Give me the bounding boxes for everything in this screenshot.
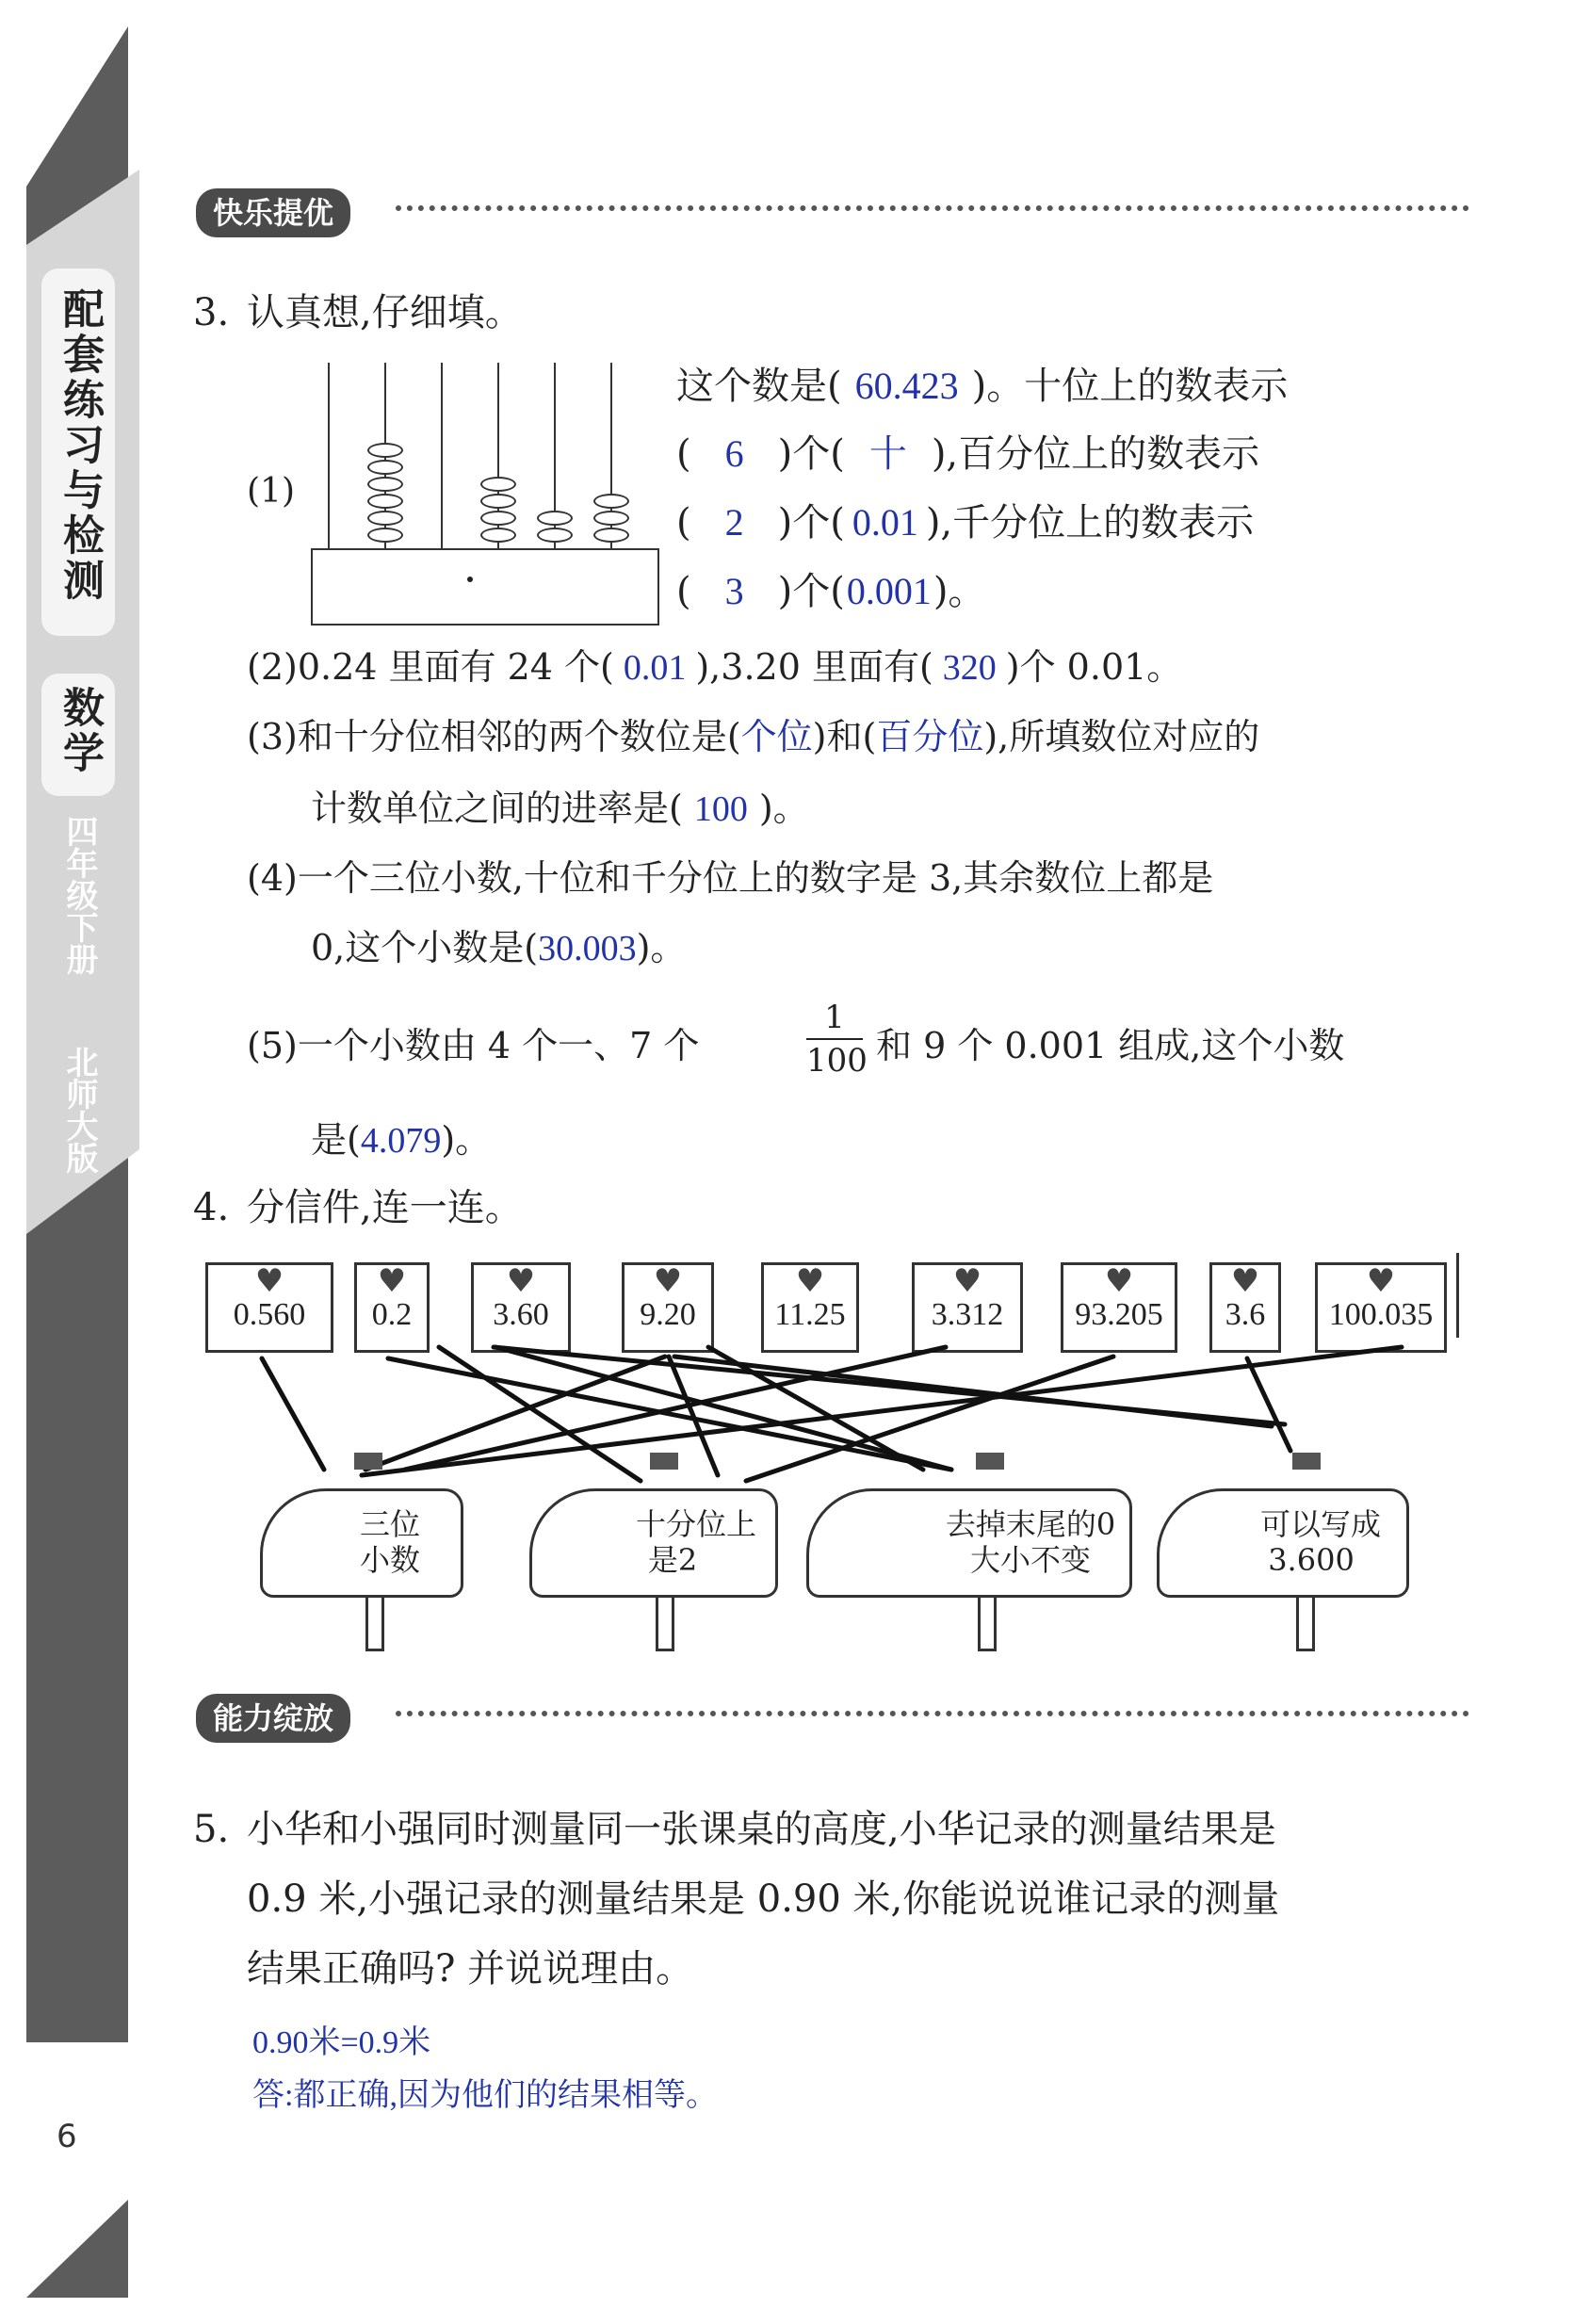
text: ),百分位上的数表示 <box>931 432 1260 476</box>
text: )。 <box>758 788 809 829</box>
mailbox-label-line1: 去掉末尾的0 <box>945 1506 1116 1542</box>
answer-0-01: 0.01 <box>852 501 918 544</box>
section-header-1: 快乐提优 <box>196 188 350 237</box>
text: )个( <box>777 501 845 544</box>
answer-0-01: 0.01 <box>623 648 687 688</box>
subject-title: 数学 <box>56 686 104 776</box>
answer-60-423: 60.423 <box>854 365 959 407</box>
text: )。十位上的数表示 <box>971 365 1289 408</box>
q5-answer-line2: 答:都正确,因为他们的结果相等。 <box>252 2078 718 2113</box>
q3-number: 3. <box>193 291 230 334</box>
mailbox-post <box>978 1592 997 1651</box>
envelope-value: 93.205 <box>1075 1297 1163 1332</box>
answer-0-001: 0.001 <box>846 570 932 612</box>
q5-line1: 小华和小强同时测量同一张课桌的高度,小华记录的测量结果是 <box>247 1808 1276 1851</box>
section-divider-2 <box>396 1711 1469 1716</box>
answer-2: 2 <box>724 501 744 544</box>
envelope-value: 0.2 <box>371 1297 413 1332</box>
envelope-value: 100.035 <box>1328 1297 1434 1332</box>
answer-ones: 个位 <box>740 718 813 757</box>
answer-4-079: 4.079 <box>360 1121 442 1161</box>
grade-label: 四年级下册 <box>60 815 98 975</box>
text: )个( <box>777 570 845 613</box>
mailbox-label-line2: 3.600 <box>1268 1542 1355 1578</box>
edition-label: 北师大版 <box>60 1046 98 1174</box>
mailbox-three-decimals[interactable] <box>260 1488 463 1598</box>
heart-icon: ♥ <box>377 1262 407 1300</box>
envelope-value: 3.312 <box>931 1297 1004 1332</box>
mailbox-post <box>1296 1592 1315 1651</box>
q3-stem: 认真想,仔细填。 <box>247 291 523 334</box>
q4-stem: 分信件,连一连。 <box>247 1186 523 1229</box>
text: ( <box>676 432 691 476</box>
text: ( <box>676 570 691 613</box>
text: (2)0.24 里面有 24 个( <box>247 646 614 688</box>
q3-p4-line1: (4)一个三位小数,十位和千分位上的数字是 3,其余数位上都是 <box>247 857 1214 899</box>
match-line <box>262 1358 324 1470</box>
q5-line2: 0.9 米,小强记录的测量结果是 0.90 米,你能说说谁记录的测量 <box>247 1877 1280 1921</box>
match-line <box>365 1357 665 1470</box>
answer-3: 3 <box>724 570 744 612</box>
q4-number: 4. <box>193 1186 230 1229</box>
page-number: 6 <box>57 2118 77 2155</box>
envelope-value: 3.6 <box>1225 1297 1266 1332</box>
mailbox-write-as-3-600[interactable] <box>1157 1488 1409 1598</box>
match-line <box>1247 1358 1290 1451</box>
answer-320: 320 <box>942 648 997 688</box>
text: )个( <box>777 432 845 476</box>
envelope-value: 11.25 <box>774 1297 846 1332</box>
heart-icon: ♥ <box>1366 1262 1396 1300</box>
answer-100: 100 <box>693 789 748 829</box>
text: )和( <box>812 716 877 757</box>
heart-icon: ♥ <box>653 1262 683 1300</box>
mailbox-post <box>365 1592 384 1651</box>
mailbox-label-line1: 十分位上 <box>635 1506 756 1542</box>
heart-icon: ♥ <box>795 1262 825 1300</box>
envelope-value: 9.20 <box>640 1297 696 1332</box>
fraction-numerator: 1 <box>824 999 845 1036</box>
heart-icon: ♥ <box>1230 1262 1260 1300</box>
mailbox-trailing-zero[interactable] <box>806 1488 1132 1598</box>
text: ( <box>676 501 691 544</box>
heart-icon: ♥ <box>1104 1262 1134 1300</box>
mailbox-post <box>656 1592 674 1651</box>
text: )。 <box>441 1119 492 1161</box>
text: 这个数是( <box>676 365 842 408</box>
fraction-denominator: 100 <box>806 1042 868 1080</box>
match-line <box>674 1357 1272 1426</box>
q3-p1-label: (1) <box>247 472 295 511</box>
answer-ten: 十 <box>868 432 907 475</box>
q3-p5-line1a: (5)一个小数由 4 个一、7 个 <box>247 1025 700 1066</box>
mailbox-label-line2: 小数 <box>359 1542 420 1578</box>
answer-30-003: 30.003 <box>538 929 637 968</box>
q3-p5-line1b: 和 9 个 0.001 组成,这个小数 <box>876 1025 1345 1066</box>
text: 是( <box>311 1119 361 1161</box>
text: (3)和十分位相邻的两个数位是( <box>247 716 741 757</box>
mailbox-flag <box>1292 1453 1321 1470</box>
mailbox-flag <box>650 1453 678 1470</box>
q5-line3: 结果正确吗? 并说说理由。 <box>247 1947 694 1991</box>
mailbox-flag <box>976 1453 1004 1470</box>
text: ),3.20 里面有( <box>695 646 933 688</box>
text: )个 0.01。 <box>1005 646 1183 688</box>
envelope-value: 3.60 <box>493 1297 549 1332</box>
mailbox-tenths-is-2[interactable] <box>529 1488 778 1598</box>
text: ),千分位上的数表示 <box>925 501 1255 544</box>
answer-6: 6 <box>724 432 744 475</box>
q5-answer-line1: 0.90米=0.9米 <box>252 2025 431 2060</box>
mailbox-label-line2: 大小不变 <box>969 1542 1091 1578</box>
section-header-2: 能力绽放 <box>196 1694 350 1743</box>
answer-hundredths: 百分位 <box>876 718 984 757</box>
series-title: 配套练习与检测 <box>56 287 104 604</box>
text: 计数单位之间的进率是( <box>311 788 683 829</box>
text: )。 <box>933 570 986 613</box>
text: 0,这个小数是( <box>311 927 539 968</box>
heart-icon: ♥ <box>254 1262 284 1300</box>
mailbox-flag <box>354 1453 382 1470</box>
text: )。 <box>636 927 687 968</box>
q5-number: 5. <box>193 1808 230 1851</box>
heart-icon: ♥ <box>506 1262 536 1300</box>
mailbox-label-line1: 可以写成 <box>1259 1506 1381 1542</box>
mailbox-label-line1: 三位 <box>359 1506 420 1542</box>
heart-icon: ♥ <box>952 1262 982 1300</box>
text: ),所填数位对应的 <box>983 716 1260 757</box>
mailbox-label-line2: 是2 <box>647 1542 698 1578</box>
envelope-value: 0.560 <box>233 1297 306 1332</box>
